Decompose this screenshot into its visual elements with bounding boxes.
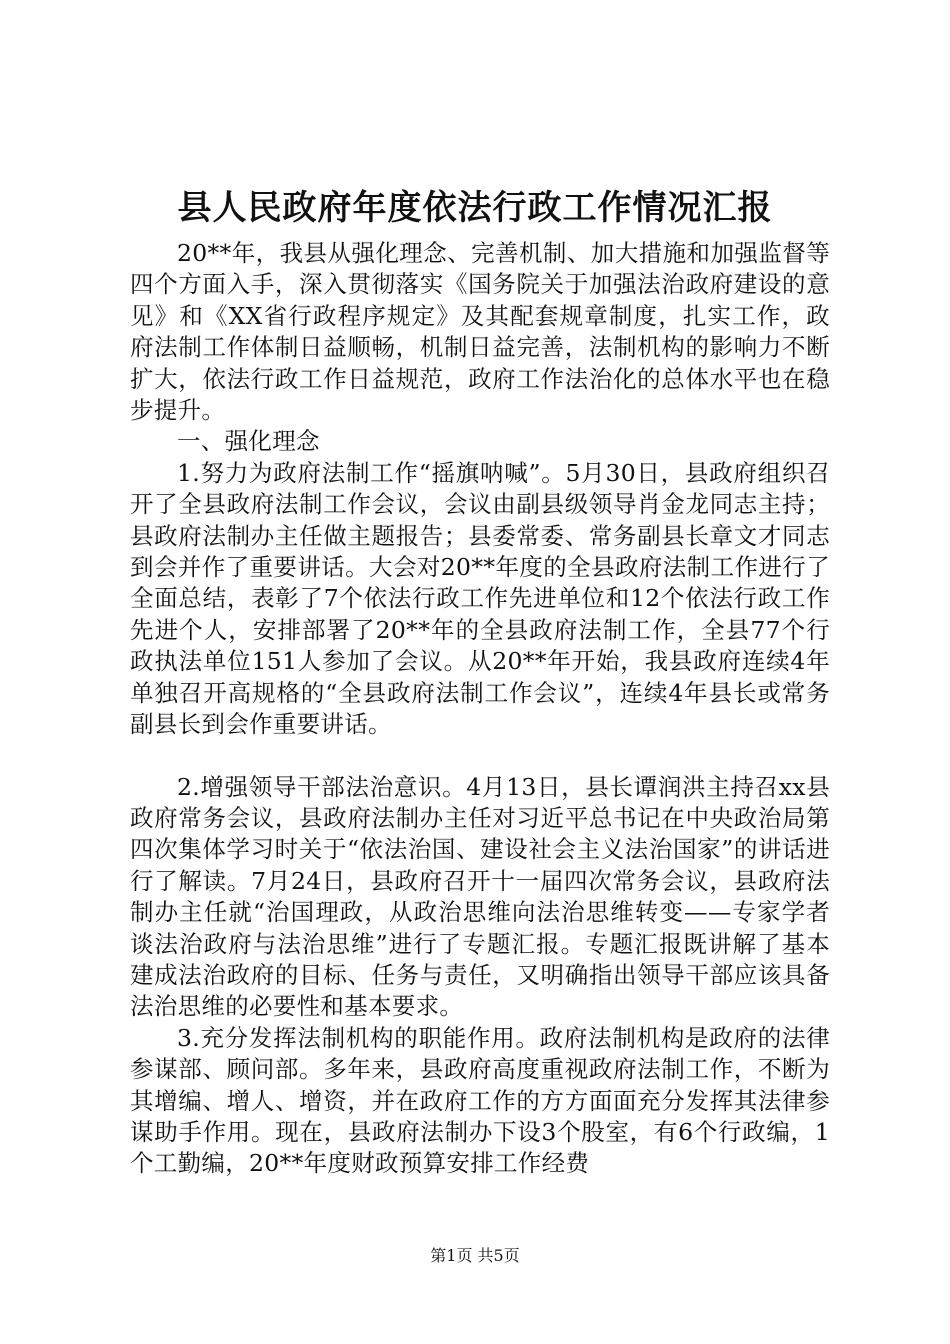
- page-total: 共5页: [477, 1246, 520, 1265]
- paragraph-item-3: 3.充分发挥法制机构的职能作用。政府法制机构是政府的法律参谋部、顾问部。多年来，县政府高度重视政府法制工作，不断为其增编、增人、增资，并在政府工作的方方面面充分发挥其法律参谋助手作用。现在，县政府法制办下设3个股室，有6个行政编，1个工勤编，20**年度财政预算安排工作经费: [130, 1023, 830, 1178]
- page-number: 第1页: [430, 1246, 473, 1265]
- document-body: [130, 238, 830, 1180]
- section-heading: 一、强化理念: [177, 427, 320, 456]
- page-footer: [0, 1246, 950, 1266]
- paragraph-item-1: 1.努力为政府法制工作“摇旗呐喊”。5月30日，县政府组织召开了全县政府法制工作会议，会议由副县级领导肖金龙同志主持；县政府法制办主任做主题报告；县委常委、常务副县长章文才同志到会并作了重要讲话。大会对20**年度的全县政府法制工作进行了全面总结，表彰了7个依法行政工作先进单位和12个依法行政工作先进个人，安排部署了20**年的全县政府法制工作，全县77个行政执法单位151人参加了会议。从20**年开始，我县政府连续4年单独召开高规格的“全县政府法制工作会议”，连续4年县长或常务副县长到会作重要讲话。: [130, 458, 830, 739]
- paragraph-intro: 20**年，我县从强化理念、完善机制、加大措施和加强监督等四个方面入手，深入贯彻落实《国务院关于加强法治政府建设的意见》和《XX省行政程序规定》及其配套规章制度，扎实工作，政府法制工作体制日益顺畅，机制日益完善，法制机构的影响力不断扩大，依法行政工作日益规范，政府工作法治化的总体水平也在稳步提升。: [130, 239, 830, 425]
- document-title: 县人民政府年度依法行政工作情况汇报: [177, 188, 773, 228]
- paragraph-item-2: 2.增强领导干部法治意识。4月13日，县长谭润洪主持召xx县政府常务会议，县政府法制办主任对习近平总书记在中央政治局第四次集体学习时关于“依法治国、建设社会主义法治国家”的讲话进行了解读。7月24日，县政府召开十一届四次常务会议，县政府法制办主任就“治国理政，从政治思维向法治思维转变——专家学者谈法治政府与法治思维”进行了专题汇报。专题汇报既讲解了基本建成法治政府的目标、任务与责任，又明确指出领导干部应该具备法治思维的必要性和基本要求。: [130, 772, 830, 1021]
